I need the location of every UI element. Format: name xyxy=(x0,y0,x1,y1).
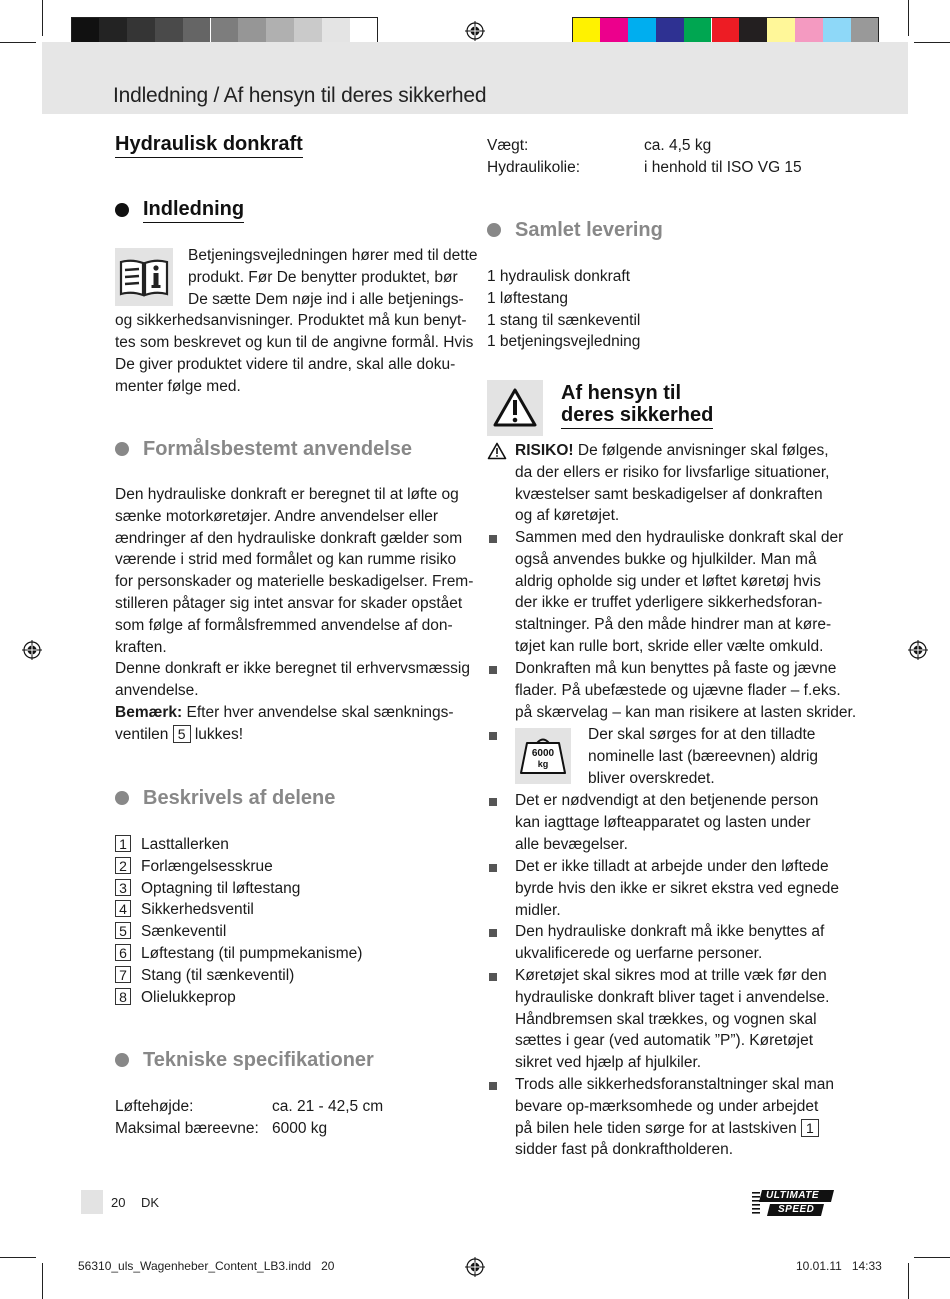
text-line: Betjeningsvejledningen hører med til dette xyxy=(188,247,478,264)
bullet-square-icon xyxy=(489,666,497,674)
section-heading-delivery: Samlet levering xyxy=(515,219,663,241)
text-line: og sikkerhedsanvisninger. Produktet må kun benyt- xyxy=(115,312,467,330)
part-label: Forlængelsesskrue xyxy=(141,857,273,875)
note-text: lukkes! xyxy=(190,725,244,743)
text-line xyxy=(515,1118,845,1140)
list-item: 1 betjeningsvejledning xyxy=(487,333,641,351)
list-item: 1 stang til sænkeventil xyxy=(487,311,641,329)
spec-label: Vægt: xyxy=(487,137,529,154)
text-line: anvendelse. xyxy=(115,682,199,700)
spec-value: ca. 21 - 42,5 cm xyxy=(272,1098,384,1115)
safety-bullet xyxy=(515,527,845,658)
text-line: på bilen hele tiden sørge for at lastskiven xyxy=(515,1119,802,1137)
text-line: stilleren påtager sig intet ansvar for skader opstået xyxy=(115,594,463,612)
text-line: som følge af formålsfremmed anvendelse af don- xyxy=(115,616,453,634)
part-number-box: 8 xyxy=(115,988,131,1005)
part-label: Olielukkeprop xyxy=(141,988,236,1006)
section-heading-parts: Beskrivels af delene xyxy=(143,787,336,809)
text-line: produkt. Før De benytter produktet, bør xyxy=(188,268,458,286)
spec-value: ca. 4,5 kg xyxy=(644,137,712,154)
delivery-list xyxy=(487,266,837,353)
bullet-square-icon xyxy=(489,864,497,872)
text-line: sænke motorkøretøjer. Andre anvendelser eller xyxy=(115,507,439,525)
text-line: Donkraften må kun benyttes på faste og jævne xyxy=(515,660,837,677)
section-bullet-icon xyxy=(115,203,129,217)
safety-bullet xyxy=(515,1074,845,1161)
text-line: tøjet kan rulle bort, skride eller vælte omkuld. xyxy=(515,637,824,655)
text-line: da der ellers er risiko for livsfarlige situationer, xyxy=(515,463,830,481)
crop-mark xyxy=(42,1263,43,1299)
spec-value: 6000 kg xyxy=(272,1120,328,1137)
list-item xyxy=(115,899,465,921)
part-number-box: 4 xyxy=(115,900,131,917)
crop-mark xyxy=(0,1257,36,1258)
language-code: DK xyxy=(141,1195,160,1210)
text-line: tes som beskrevet og kun til de angivne formål. Hvis xyxy=(115,334,474,352)
note-line xyxy=(115,702,465,724)
weight-icon-value: 6000 xyxy=(531,748,555,759)
list-item: 1 løftestang xyxy=(487,289,568,307)
text-line: Trods alle sikkerhedsforanstaltninger skal man xyxy=(515,1076,835,1093)
text-line: byrde hvis den ikke er sikret ekstra ved egnede xyxy=(515,879,839,897)
crop-mark xyxy=(914,42,950,43)
part-number-box: 6 xyxy=(115,944,131,961)
section-bullet-icon xyxy=(115,791,129,805)
brand-name-line2: SPEED xyxy=(778,1204,815,1215)
crop-mark xyxy=(42,0,43,36)
text-line: bevare op-mærksomhede og under arbejdet xyxy=(515,1097,819,1115)
safety-bullet xyxy=(515,921,845,965)
page-number: 20 xyxy=(111,1195,126,1210)
list-item xyxy=(115,856,465,878)
text-line: der ikke er truffet yderligere sikkerhedsforan- xyxy=(515,594,823,612)
list-item: 1 hydraulisk donkraft xyxy=(487,268,631,285)
text-line: ændringer af den hydrauliske donkraft gælder som xyxy=(115,529,463,547)
text-line: flader. På ubefæstede og ujævne flader – f.eks. xyxy=(515,681,841,699)
safety-heading-line1: Af hensyn til xyxy=(561,382,682,404)
warning-small-icon xyxy=(487,442,507,460)
risk-label: RISIKO! xyxy=(515,442,574,459)
main-heading: Hydraulisk donkraft xyxy=(115,133,303,158)
note-text: ventilen xyxy=(115,725,173,743)
file-name: 56310_uls_Wagenheber_Content_LB3.indd 20 xyxy=(78,1259,335,1273)
part-number-box: 5 xyxy=(173,725,191,743)
warning-triangle-icon xyxy=(487,380,543,436)
text-line: også anvendes bukke og hjulkilder. Man må xyxy=(515,550,817,568)
page-number-box xyxy=(81,1190,103,1214)
color-bar-outline xyxy=(572,17,879,45)
bullet-square-icon xyxy=(489,973,497,981)
text-line: bliver overskredet. xyxy=(588,769,715,787)
crop-mark xyxy=(908,0,909,36)
text-line: ukvalificerede og uerfarne personer. xyxy=(515,944,763,962)
safety-bullet xyxy=(588,724,848,789)
crop-mark xyxy=(908,1263,909,1299)
ultimate-speed-logo xyxy=(752,1189,836,1219)
text-line: hydrauliske donkraft bliver taget i anvendelse. xyxy=(515,988,830,1006)
purpose-paragraph xyxy=(115,484,474,746)
part-label: Optagning til løftestang xyxy=(141,879,301,897)
crop-mark xyxy=(0,42,36,43)
list-item xyxy=(115,878,465,900)
text-line: Køretøjet skal sikres mod at trille væk før den xyxy=(515,967,827,984)
text-line: sikret ved hjælp af hjulkiler. xyxy=(515,1054,702,1072)
part-number-box: 1 xyxy=(801,1119,819,1137)
section-heading-specs: Tekniske specifikationer xyxy=(143,1049,374,1071)
note-label: Bemærk: xyxy=(115,703,183,721)
text-line: Den hydrauliske donkraft er beregnet til at løfte og xyxy=(115,486,459,503)
text-line: Den hydrauliske donkraft må ikke benyttes af xyxy=(515,923,825,940)
spec-label: Løftehøjde: xyxy=(115,1098,194,1115)
spec-label: Hydraulikolie: xyxy=(487,159,581,176)
bullet-square-icon xyxy=(489,929,497,937)
print-date-time: 10.01.11 14:33 xyxy=(796,1259,882,1273)
section-bullet-icon xyxy=(115,1053,129,1067)
part-number-box: 5 xyxy=(115,922,131,939)
crop-mark xyxy=(914,1257,950,1258)
spec-value: i henhold til ISO VG 15 xyxy=(644,159,802,176)
text-line: De giver produktet videre til andre, skal alle doku- xyxy=(115,355,456,373)
bullet-square-icon xyxy=(489,798,497,806)
text-line: Der skal sørges for at den tilladte xyxy=(588,726,816,743)
safety-bullet xyxy=(515,790,845,855)
text-line: og af køretøjet. xyxy=(515,507,620,525)
safety-bullet xyxy=(515,856,845,921)
note-line xyxy=(115,724,465,746)
text-line: staltninger. På den måde hindrer man at køre- xyxy=(515,616,832,634)
text-line: sidder fast på donkraftholderen. xyxy=(515,1141,733,1159)
list-item xyxy=(115,943,465,965)
registration-mark-icon xyxy=(465,21,485,41)
text-line: på skærvelag – kan man risikere at lasten skrider. xyxy=(515,703,857,721)
list-item xyxy=(115,987,465,1009)
weight-icon-unit: kg xyxy=(537,759,549,769)
section-bullet-icon xyxy=(115,442,129,456)
color-bar-outline xyxy=(71,17,378,45)
text-line: De sætte Dem nøje ind i alle betjenings- xyxy=(188,290,464,308)
note-text: Efter hver anvendelse skal sænknings- xyxy=(182,703,454,721)
intro-paragraph xyxy=(115,245,478,398)
parts-list xyxy=(115,834,465,1008)
text-line: Denne donkraft er ikke beregnet til erhvervsmæssig xyxy=(115,660,470,678)
text-line: kan iagttage løfteapparatet og lasten under xyxy=(515,813,811,831)
part-number-box: 3 xyxy=(115,879,131,896)
registration-mark-icon xyxy=(908,640,928,660)
section-heading-intro: Indledning xyxy=(143,198,244,223)
list-item xyxy=(115,965,465,987)
text-line: kraften. xyxy=(115,638,167,656)
part-number-box: 1 xyxy=(115,835,131,852)
page-header-title: Indledning / Af hensyn til deres sikkerhed xyxy=(113,84,487,107)
part-label: Stang (til sænkeventil) xyxy=(141,966,295,984)
part-label: Sikkerhedsventil xyxy=(141,901,254,919)
spec-label: Maksimal bæreevne: xyxy=(115,1120,259,1137)
text-line: Sammen med den hydrauliske donkraft skal der xyxy=(515,529,844,546)
list-item xyxy=(115,834,465,856)
weight-capacity-icon xyxy=(515,728,571,784)
part-label: Løftestang (til pumpmekanisme) xyxy=(141,944,363,962)
part-number-box: 7 xyxy=(115,966,131,983)
text-line: midler. xyxy=(515,901,561,919)
text-line: Det er ikke tilladt at arbejde under den løftede xyxy=(515,858,829,875)
safety-bullet xyxy=(515,658,857,723)
part-label: Lasttallerken xyxy=(141,836,229,853)
registration-mark-icon xyxy=(22,640,42,660)
bullet-square-icon xyxy=(489,1082,497,1090)
part-number-box: 2 xyxy=(115,857,131,874)
bullet-square-icon xyxy=(489,732,497,740)
text-line: aldrig opholde sig under et løftet køretøj hvis xyxy=(515,572,821,590)
text-line: værende i strid med formålet og kan rumme risiko xyxy=(115,551,457,569)
section-heading-purpose: Formålsbestemt anvendelse xyxy=(143,438,412,460)
text-line: Det er nødvendigt at den betjenende person xyxy=(515,792,819,809)
text-line: for personskader og materielle beskadigelser. Frem- xyxy=(115,573,474,591)
text-line: menter følge med. xyxy=(115,377,241,395)
text-line: Håndbremsen skal trækkes, og vognen skal xyxy=(515,1010,817,1028)
text-line: nominelle last (bæreevnen) aldrig xyxy=(588,747,819,765)
text-line: De følgende anvisninger skal følges, xyxy=(573,442,829,459)
text-line xyxy=(515,440,845,462)
bullet-square-icon xyxy=(489,535,497,543)
section-bullet-icon xyxy=(487,223,501,237)
list-item xyxy=(115,921,465,943)
risk-paragraph xyxy=(515,440,845,527)
text-line: kvæstelser samt beskadigelser af donkraften xyxy=(515,485,823,503)
brand-name-line1: ULTIMATE xyxy=(766,1190,820,1201)
part-label: Sænkeventil xyxy=(141,923,227,941)
text-line: sættes i gear (ved automatik ”P”). Køretøjet xyxy=(515,1032,814,1050)
safety-bullet xyxy=(515,965,845,1074)
registration-mark-icon xyxy=(465,1257,485,1277)
safety-heading-line2: deres sikkerhed xyxy=(561,404,713,429)
text-line: alle bevægelser. xyxy=(515,835,628,853)
